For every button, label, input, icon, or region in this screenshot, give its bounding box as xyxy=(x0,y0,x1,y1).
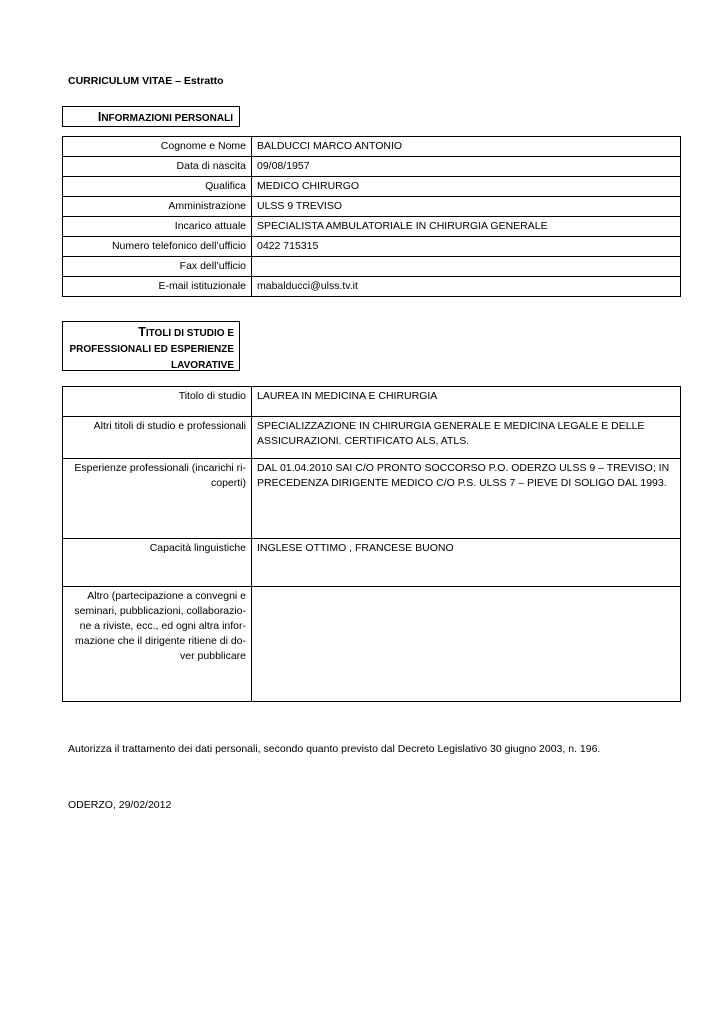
field-label: Altri titoli di studio e professionali xyxy=(63,417,252,459)
field-label: Capacità linguistiche xyxy=(63,539,252,587)
field-label: Numero telefonico dell’ufficio xyxy=(63,237,252,257)
field-label: Cognome e Nome xyxy=(63,137,252,157)
section-heading-studies xyxy=(62,321,240,371)
field-value: DAL 01.04.2010 SAI C/O PRONTO SOCCORSO P.O. ODERZO ULSS 9 – TREVISO; IN PRECEDENZA DIRIGENTE MEDICO C/O P.S. ULSS 7 – PIEVE DI SOLIGO DAL 1993. xyxy=(252,459,681,539)
section-heading-personal-info xyxy=(62,106,240,127)
table-row xyxy=(63,217,681,237)
field-label: E-mail istituzionale xyxy=(63,277,252,297)
document-title: CURRICULUM VITAE – Estratto xyxy=(68,75,224,87)
table-row xyxy=(63,539,681,587)
table-row xyxy=(63,257,681,277)
field-value: ULSS 9 TREVISO xyxy=(252,197,681,217)
table-row xyxy=(63,237,681,257)
section-heading-text: ITOLI DI STUDIO E xyxy=(145,328,234,339)
table-row xyxy=(63,417,681,459)
studies-table xyxy=(62,386,681,702)
field-label: Incarico attuale xyxy=(63,217,252,237)
table-row xyxy=(63,177,681,197)
section-heading-text: NFORMAZIONI PERSONALI xyxy=(101,113,233,124)
place-and-date: ODERZO, 29/02/2012 xyxy=(68,799,172,811)
field-label: Altro (partecipazione a convegni e seminari, pubblicazioni, collaborazio-ne a riviste, ecc., ed ogni altra infor-mazione che il dirigente ritiene di do-ver pubblicare xyxy=(63,587,252,702)
table-row xyxy=(63,387,681,417)
data-processing-consent: Autorizza il trattamento dei dati personali, secondo quanto previsto dal Decreto Legislativo 30 giugno 2003, n. 196. xyxy=(68,743,601,755)
personal-info-table xyxy=(62,136,681,297)
field-label: Data di nascita xyxy=(63,157,252,177)
field-value: BALDUCCI MARCO ANTONIO xyxy=(252,137,681,157)
section-heading-line: PROFESSIONALI ED ESPERIENZE xyxy=(69,344,234,355)
table-row xyxy=(63,197,681,217)
section-heading-line: LAVORATIVE xyxy=(171,360,234,371)
field-value: MEDICO CHIRURGO xyxy=(252,177,681,197)
table-row xyxy=(63,459,681,539)
field-label: Titolo di studio xyxy=(63,387,252,417)
table-row xyxy=(63,157,681,177)
field-label: Qualifica xyxy=(63,177,252,197)
field-value xyxy=(252,587,681,702)
section-heading-initial: I xyxy=(97,110,102,124)
field-value: 09/08/1957 xyxy=(252,157,681,177)
table-row xyxy=(63,137,681,157)
field-value: SPECIALIZZAZIONE IN CHIRURGIA GENERALE E MEDICINA LEGALE E DELLE ASSICURAZIONI. CERTIFICATO ALS, ATLS. xyxy=(252,417,681,459)
section-heading-line xyxy=(68,324,234,342)
field-value xyxy=(252,257,681,277)
field-value: 0422 715315 xyxy=(252,237,681,257)
field-value: mabalducci@ulss.tv.it xyxy=(252,277,681,297)
field-label: Amministrazione xyxy=(63,197,252,217)
section-heading-initial: T xyxy=(138,325,146,339)
table-row xyxy=(63,277,681,297)
field-value: SPECIALISTA AMBULATORIALE IN CHIRURGIA GENERALE xyxy=(252,217,681,237)
field-value: INGLESE OTTIMO , FRANCESE BUONO xyxy=(252,539,681,587)
field-label: Fax dell’ufficio xyxy=(63,257,252,277)
field-value: LAUREA IN MEDICINA E CHIRURGIA xyxy=(252,387,681,417)
field-label: Esperienze professionali (incarichi ri-coperti) xyxy=(63,459,252,539)
table-row xyxy=(63,587,681,702)
